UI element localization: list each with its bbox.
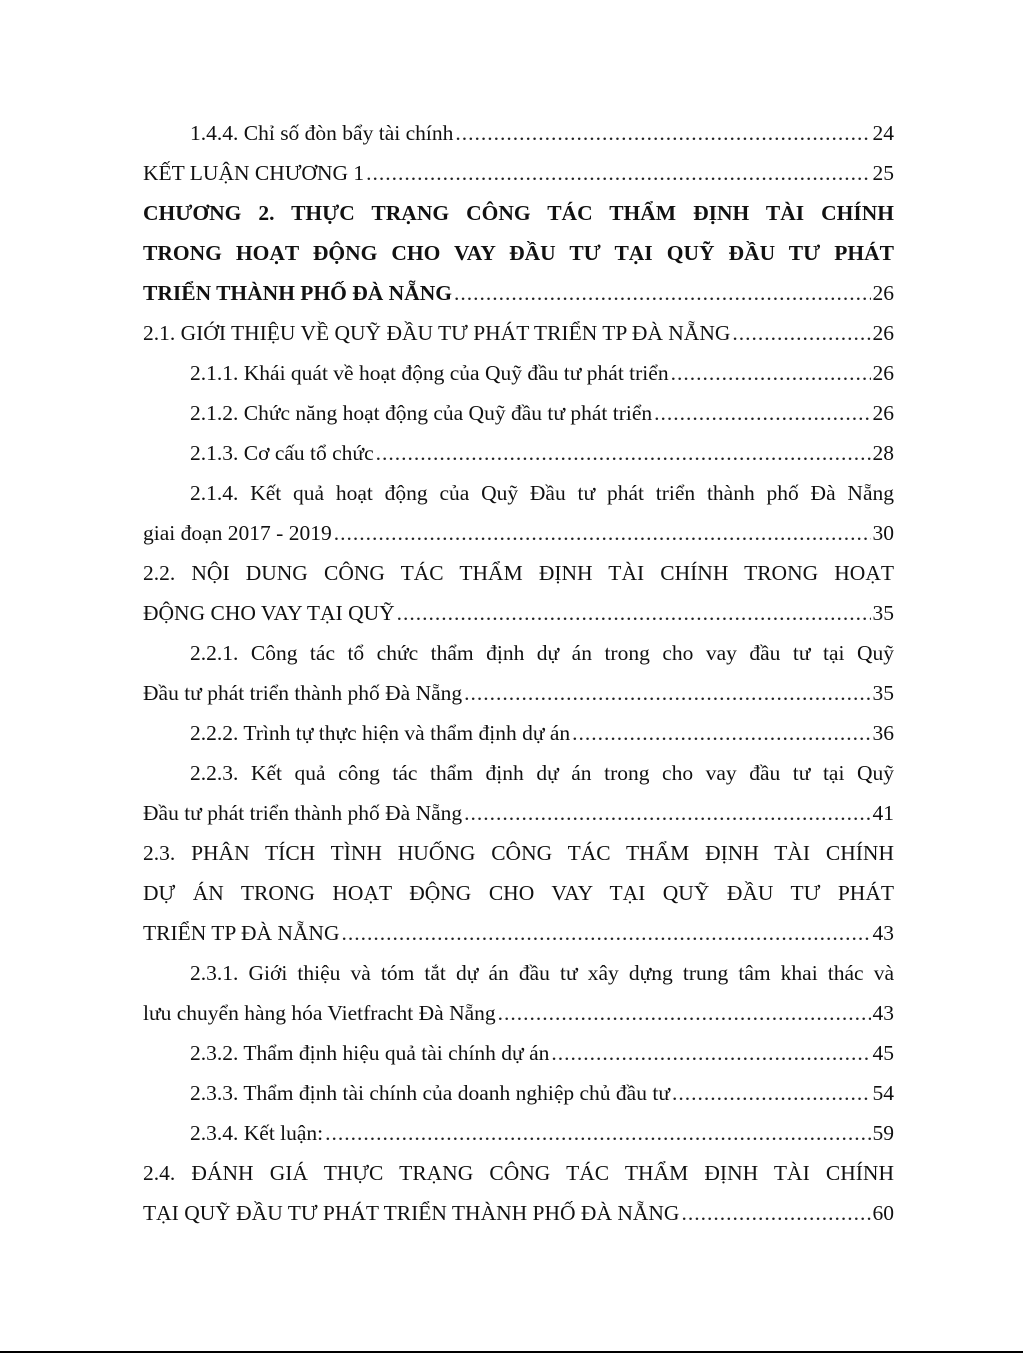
toc-page-number: 26 — [872, 281, 894, 305]
toc-entry-title: Đầu tư phát triển thành phố Đà Nẵng — [143, 681, 463, 705]
dot-leader — [334, 513, 871, 553]
toc-page-number: 35 — [872, 601, 894, 625]
dot-leader — [654, 393, 870, 433]
dot-leader — [464, 673, 870, 713]
toc-page-number: 43 — [872, 1001, 894, 1025]
toc-entry[interactable] — [143, 393, 894, 433]
dot-leader — [366, 153, 870, 193]
toc-entry-title: 1.4.4. Chỉ số đòn bẩy tài chính — [190, 121, 454, 145]
dot-leader — [672, 1073, 871, 1113]
toc-page-number: 35 — [872, 681, 894, 705]
toc-entry[interactable] — [143, 433, 894, 473]
toc-page-number: 26 — [872, 401, 894, 425]
dot-leader — [498, 993, 871, 1033]
toc-entry-title: TRIỂN TP ĐÀ NẴNG — [143, 921, 340, 945]
dot-leader — [572, 713, 870, 753]
toc-page-number: 54 — [872, 1081, 894, 1105]
toc-entry-title: lưu chuyển hàng hóa Vietfracht Đà Nẵng — [143, 1001, 496, 1025]
toc-page-number: 28 — [872, 441, 894, 465]
toc-entry-title: 2.1. GIỚI THIỆU VỀ QUỸ ĐẦU TƯ PHÁT TRIỂN TP ĐÀ NẴNG — [143, 321, 731, 345]
toc-entry-title: 2.3.2. Thẩm định hiệu quả tài chính dự án — [190, 1041, 550, 1065]
toc-entry[interactable] — [143, 353, 894, 393]
toc-entry-title: Đầu tư phát triển thành phố Đà Nẵng — [143, 801, 463, 825]
toc-entry-title: 2.1.3. Cơ cấu tổ chức — [190, 441, 374, 465]
toc-entry-title-line: DỰ ÁN TRONG HOẠT ĐỘNG CHO VAY TẠI QUỸ ĐẦU TƯ PHÁT — [143, 881, 894, 905]
toc-entry-title-line: 2.3. PHÂN TÍCH TÌNH HUỐNG CÔNG TÁC THẨM ĐỊNH TÀI CHÍNH — [143, 841, 894, 865]
toc-page-number: 41 — [872, 801, 894, 825]
toc-entry-title-line: 2.2.3. Kết quả công tác thẩm định dự án trong cho vay đầu tư tại Quỹ — [190, 761, 894, 785]
toc-entry[interactable] — [143, 953, 894, 1033]
toc-entry-title: ĐỘNG CHO VAY TẠI QUỸ — [143, 601, 395, 625]
toc-entry-title: 2.3.4. Kết luận: — [190, 1121, 324, 1145]
toc-entry-title-line: 2.4. ĐÁNH GIÁ THỰC TRẠNG CÔNG TÁC THẨM ĐỊNH TÀI CHÍNH — [143, 1161, 894, 1185]
toc-entry-title-line: TRONG HOẠT ĐỘNG CHO VAY ĐẦU TƯ TẠI QUỸ ĐẦU TƯ PHÁT — [143, 241, 894, 265]
toc-entry-title: giai đoạn 2017 - 2019 — [143, 521, 332, 545]
toc-entry-title: TẠI QUỸ ĐẦU TƯ PHÁT TRIỂN THÀNH PHỐ ĐÀ NẴNG — [143, 1201, 680, 1225]
dot-leader — [671, 353, 871, 393]
dot-leader — [732, 313, 870, 353]
toc-entry-title: 2.2.2. Trình tự thực hiện và thẩm định dự án — [190, 721, 571, 745]
toc-entry[interactable] — [143, 313, 894, 353]
toc-entry[interactable] — [143, 1153, 894, 1233]
toc-entry[interactable] — [143, 753, 894, 833]
toc-entry[interactable] — [143, 553, 894, 633]
toc-entry-title: 2.1.2. Chức năng hoạt động của Quỹ đầu tư phát triển — [190, 401, 653, 425]
toc-entry[interactable] — [143, 153, 894, 193]
table-of-contents — [143, 113, 894, 1233]
toc-entry[interactable] — [143, 833, 894, 953]
toc-entry-title-line: 2.1.4. Kết quả hoạt động của Quỹ Đầu tư phát triển thành phố Đà Nẵng — [190, 481, 894, 505]
toc-entry[interactable] — [143, 633, 894, 713]
dot-leader — [455, 113, 870, 153]
toc-entry-title-line: 2.3.1. Giới thiệu và tóm tắt dự án đầu tư xây dựng trung tâm khai thác và — [190, 961, 894, 985]
toc-entry[interactable] — [143, 1033, 894, 1073]
toc-entry-title: 2.3.3. Thẩm định tài chính của doanh nghiệp chủ đầu tư — [190, 1081, 670, 1105]
dot-leader — [681, 1193, 870, 1233]
toc-entry-title: TRIỂN THÀNH PHỐ ĐÀ NẴNG — [143, 281, 452, 305]
toc-entry-chapter[interactable] — [143, 193, 894, 313]
dot-leader — [325, 1113, 870, 1153]
toc-page-number: 26 — [872, 361, 894, 385]
dot-leader — [551, 1033, 870, 1073]
toc-entry[interactable] — [143, 113, 894, 153]
dot-leader — [376, 433, 871, 473]
toc-page-number: 25 — [872, 161, 894, 185]
toc-entry-title: 2.1.1. Khái quát về hoạt động của Quỹ đầu tư phát triển — [190, 361, 669, 385]
toc-entry[interactable] — [143, 1113, 894, 1153]
toc-page-number: 26 — [872, 321, 894, 345]
toc-entry-title-line: 2.2. NỘI DUNG CÔNG TÁC THẨM ĐỊNH TÀI CHÍNH TRONG HOẠT — [143, 561, 894, 585]
toc-entry-title: KẾT LUẬN CHƯƠNG 1 — [143, 161, 365, 185]
toc-entry[interactable] — [143, 1073, 894, 1113]
dot-leader — [341, 913, 870, 953]
toc-page-number: 24 — [872, 121, 894, 145]
toc-page-number: 36 — [872, 721, 894, 745]
toc-entry-title-line: 2.2.1. Công tác tổ chức thẩm định dự án trong cho vay đầu tư tại Quỹ — [190, 641, 894, 665]
toc-page-number: 59 — [872, 1121, 894, 1145]
toc-page-number: 60 — [872, 1201, 894, 1225]
toc-entry[interactable] — [143, 713, 894, 753]
toc-page-number: 45 — [872, 1041, 894, 1065]
toc-entry[interactable] — [143, 473, 894, 553]
dot-leader — [397, 593, 871, 633]
page-bottom-edge — [0, 1351, 1023, 1353]
toc-entry-title-line: CHƯƠNG 2. THỰC TRẠNG CÔNG TÁC THẨM ĐỊNH TÀI CHÍNH — [143, 201, 894, 225]
dot-leader — [464, 793, 870, 833]
toc-page-number: 30 — [872, 521, 894, 545]
dot-leader — [454, 273, 871, 313]
toc-page-number: 43 — [872, 921, 894, 945]
